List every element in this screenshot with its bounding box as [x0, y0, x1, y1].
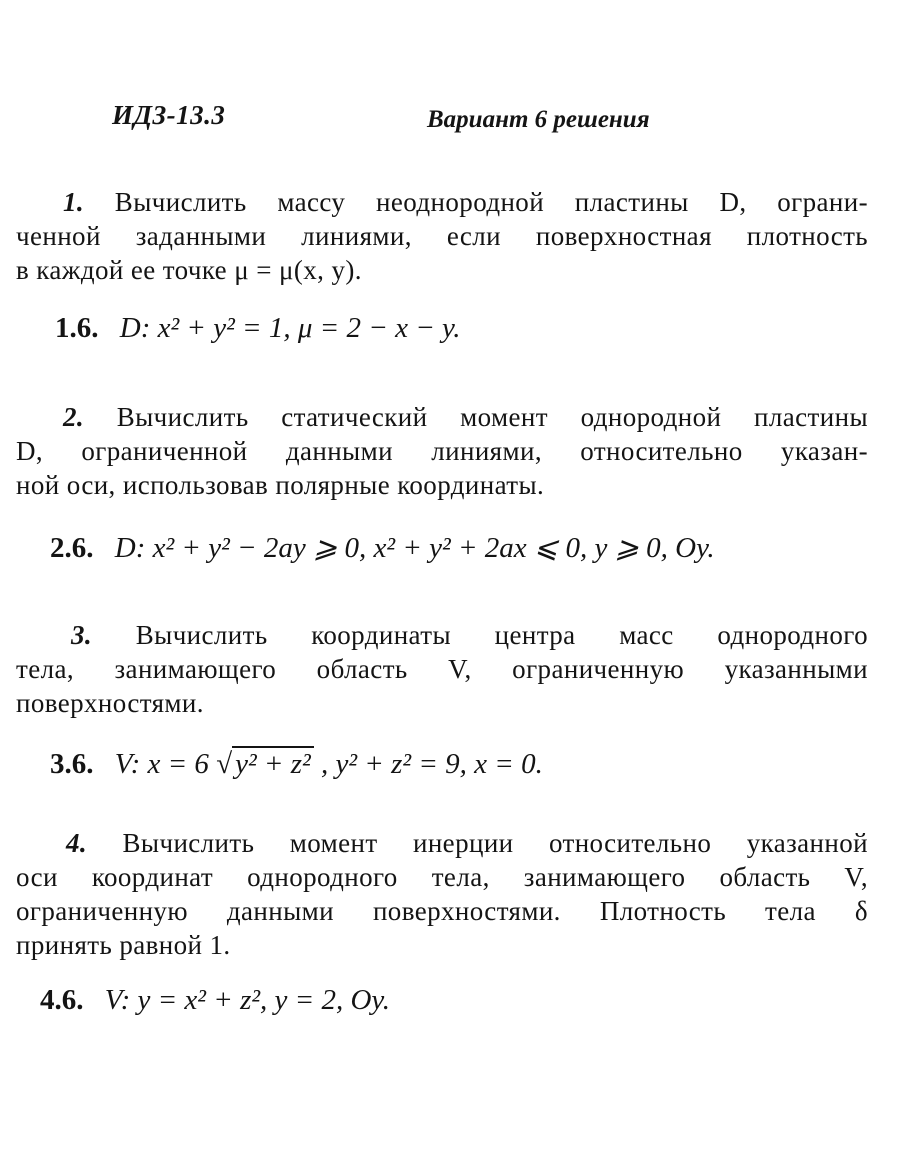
formula-expression: V: y = x² + z², y = 2, Oy. — [104, 984, 390, 1016]
formula-label: 4.6. — [40, 984, 84, 1016]
task-1-text — [16, 185, 868, 287]
task-number: 1. — [63, 187, 85, 217]
task-4-text — [16, 826, 868, 962]
formula-label: 1.6. — [55, 312, 99, 344]
task-3-formula — [50, 748, 543, 781]
formula-expression: D: x² + y² − 2ay ⩾ 0, x² + y² + 2ax ⩽ 0, y ⩾ 0, Oy. — [114, 532, 715, 564]
task-4-formula — [40, 984, 390, 1017]
task-line: Вычислить момент инерции относительно указанной — [122, 828, 869, 858]
task-line: оси координат однородного тела, занимающего область V, — [16, 862, 868, 892]
task-line: ченной заданными линиями, если поверхностная плотность — [16, 221, 868, 251]
radical-sign-icon: √ — [216, 748, 233, 780]
formula-label: 2.6. — [50, 532, 94, 564]
task-number: 3. — [71, 620, 93, 650]
task-3-text — [16, 618, 868, 720]
task-line: D, ограниченной данными линиями, относительно указан- — [16, 436, 868, 466]
task-line: тела, занимающего область V, ограниченную указанными — [16, 654, 868, 684]
task-line: ной оси, использовав полярные координаты. — [16, 470, 545, 500]
task-line: Вычислить массу неоднородной пластины D, ограни- — [114, 187, 868, 217]
square-root — [216, 748, 314, 781]
formula-expression: D: x² + y² = 1, μ = 2 − x − y. — [119, 312, 461, 344]
task-line: в каждой ее точке μ = μ(x, y). — [16, 255, 362, 285]
task-line: поверхностями. — [16, 688, 204, 718]
task-2-text — [16, 400, 868, 502]
task-number: 2. — [63, 402, 85, 432]
task-2-formula — [50, 530, 715, 565]
formula-expression-end: , y² + z² = 9, x = 0. — [320, 748, 543, 780]
task-line: Вычислить статический момент однородной пластины — [116, 402, 868, 432]
formula-label: 3.6. — [50, 748, 94, 780]
task-number: 4. — [66, 828, 88, 858]
task-1-formula — [55, 312, 461, 345]
variant-label: Вариант 6 решения — [427, 106, 650, 133]
formula-expression-start: V: x = 6 — [114, 748, 209, 780]
task-line: Вычислить координаты центра масс однородного — [135, 620, 868, 650]
document-title: ИДЗ-13.3 — [112, 100, 226, 130]
radicand: y² + z² — [232, 746, 314, 780]
task-line: ограниченную данными поверхностями. Плотность тела δ — [16, 896, 868, 926]
task-line: принять равной 1. — [16, 930, 231, 960]
